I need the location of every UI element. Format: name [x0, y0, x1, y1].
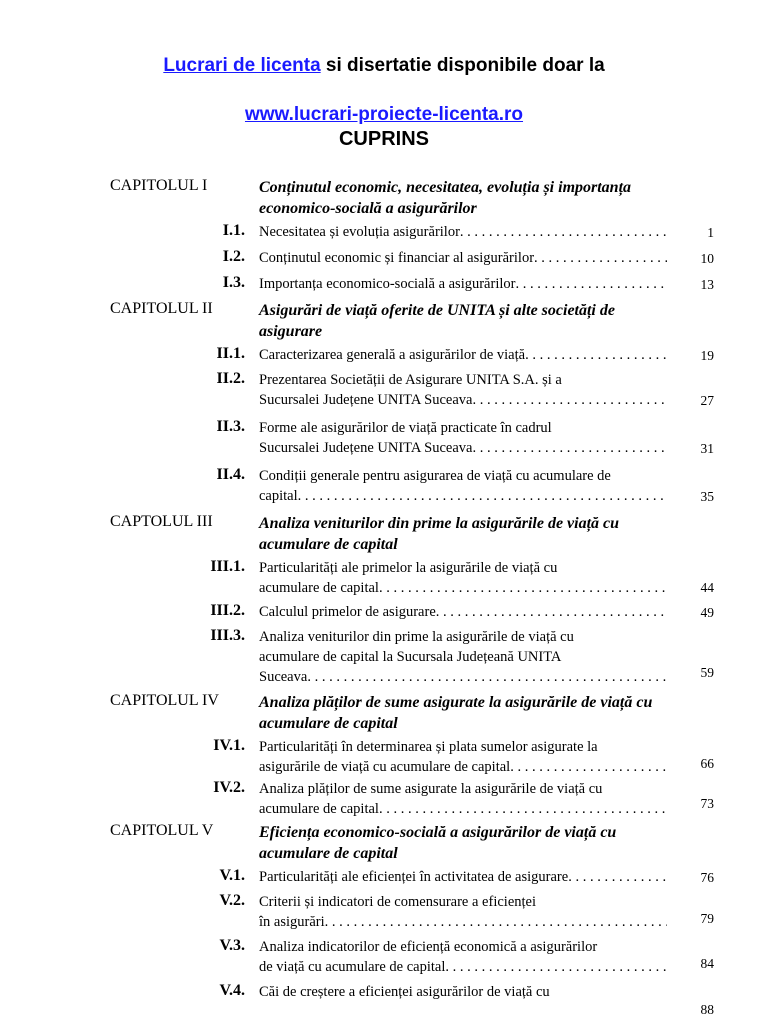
dot-leader — [379, 799, 667, 819]
section-title-cont: acumulare de capital . . . — [259, 578, 667, 598]
section-title: Analiza indicatorilor de eficiență economică a asigurărilor — [259, 939, 598, 955]
toc-entry[interactable] — [259, 937, 667, 977]
page-number: 35 — [700, 489, 714, 504]
section-title-cont: acumulare de capital . . . — [259, 799, 667, 819]
page-number: 73 — [700, 796, 714, 811]
section-number: V.4. — [219, 982, 245, 999]
section-title: Analiza veniturilor din prime la asigurările de viață cu — [259, 629, 574, 645]
dot-leader — [445, 957, 667, 977]
section-number: III.1. — [210, 558, 245, 575]
dot-leader — [534, 248, 667, 268]
toc-entry[interactable] — [259, 737, 667, 777]
chapter-title: Eficiența economico-socială a asigurărilor de viață cu acumulare de capital — [259, 824, 617, 862]
page-number: 19 — [700, 348, 714, 363]
dot-leader — [460, 222, 667, 242]
toc-title: CUPRINS — [338, 128, 429, 150]
page-number: 59 — [700, 665, 714, 680]
toc-entry[interactable] — [259, 345, 667, 365]
dot-leader — [515, 274, 667, 294]
page-number: 44 — [700, 580, 714, 595]
toc-entry[interactable] — [259, 274, 667, 294]
website-line — [0, 104, 768, 126]
section-title: Criterii și indicatori de comensurare a eficienței — [259, 894, 536, 910]
section-title: Importanța economico-socială a asigurărilor — [259, 276, 516, 292]
section-title: Particularități în determinarea și plata sumelor asigurate la — [259, 739, 598, 755]
dot-leader — [325, 912, 667, 932]
section-number: II.2. — [216, 370, 245, 387]
section-title: Conținutul economic și financiar al asigurărilor — [259, 250, 535, 266]
page-number: 31 — [700, 441, 714, 456]
section-title: Prezentarea Societății de Asigurare UNITA S.A. și a — [259, 372, 562, 388]
section-title: Particularități ale eficienței în activitatea de asigurare — [259, 869, 569, 885]
dot-leader — [307, 667, 667, 687]
toc-entry[interactable] — [259, 418, 667, 458]
chapter-title: Asigurări de viață oferite de UNITA și alte societăți de asigurare — [259, 302, 615, 340]
section-title-cont: Sucursalei Județene UNITA Suceava . . . — [259, 390, 667, 410]
section-number: I.1. — [222, 222, 245, 239]
section-title-cont: capital . . . — [259, 486, 667, 506]
page-number: 27 — [700, 393, 714, 408]
toc-entry[interactable] — [259, 222, 667, 242]
section-number: IV.2. — [213, 779, 245, 796]
dot-leader — [568, 867, 667, 887]
section-title: Necesitatea și evoluția asigurărilor — [259, 224, 460, 240]
chapter-label: CAPITOLUL II — [110, 300, 213, 317]
section-number: I.2. — [222, 248, 245, 265]
dot-leader — [379, 578, 667, 598]
section-number: III.2. — [210, 602, 245, 619]
dot-leader — [436, 602, 667, 622]
dot-leader — [472, 438, 667, 458]
page-number: 84 — [700, 956, 714, 971]
section-title: Căi de creștere a eficienței asigurărilor de viață cu — [259, 984, 550, 1000]
toc-entry[interactable] — [259, 779, 667, 819]
section-number: II.3. — [216, 418, 245, 435]
toc-entry[interactable] — [259, 982, 667, 1002]
dot-leader — [472, 390, 667, 410]
section-number: IV.1. — [213, 737, 245, 754]
section-title-cont: de viață cu acumulare de capital . . . — [259, 957, 667, 977]
page-number: 88 — [700, 1002, 714, 1017]
dot-leader — [510, 757, 667, 777]
page-number: 79 — [700, 911, 714, 926]
section-number: III.3. — [210, 627, 245, 644]
section-title: Particularități ale primelor la asigurările de viață cu — [259, 560, 558, 576]
chapter-label: CAPITOLUL V — [110, 822, 214, 839]
section-title-cont: acumulare de capital la Sucursala Județeană UNITA — [259, 649, 562, 665]
section-number: V.1. — [219, 867, 245, 884]
dot-leader — [525, 345, 667, 365]
chapter-title: Conținutul economic, necesitatea, evoluția și importanța economico-socială a asigurărilor — [259, 179, 632, 217]
section-title: Forme ale asigurărilor de viață practicate în cadrul — [259, 420, 552, 436]
chapter-title: Analiza veniturilor din prime la asigurările de viață cu acumulare de capital — [259, 515, 620, 553]
chapter-label: CAPTOLUL III — [110, 513, 213, 530]
toc-entry[interactable] — [259, 867, 667, 887]
section-number: II.1. — [216, 345, 245, 362]
section-title: Analiza plăților de sume asigurate la asigurările de viață cu — [259, 781, 603, 797]
toc-entry[interactable] — [259, 602, 667, 622]
section-number: V.3. — [219, 937, 245, 954]
toc-entry[interactable] — [259, 892, 667, 932]
licenta-link[interactable]: Lucrari de licenta — [163, 55, 321, 76]
section-title-cont: în asigurări . . . — [259, 912, 667, 932]
page-number: 76 — [700, 870, 714, 885]
page-number: 49 — [700, 605, 714, 620]
section-number: I.3. — [222, 274, 245, 291]
promo-text: si disertatie disponibile doar la — [320, 55, 605, 76]
website-link[interactable]: www.lucrari-proiecte-licenta.ro — [244, 104, 524, 125]
page-number: 10 — [700, 251, 714, 266]
section-title: Caracterizarea generală a asigurărilor de viață — [259, 347, 526, 363]
toc-entry[interactable] — [259, 558, 667, 598]
page-number: 13 — [700, 277, 714, 292]
dot-leader — [298, 486, 667, 506]
chapter-label: CAPITOLUL IV — [110, 692, 219, 709]
section-title: Condiții generale pentru asigurarea de viață cu acumulare de — [259, 468, 611, 484]
toc-entry[interactable] — [259, 248, 667, 268]
section-title-cont: asigurările de viață cu acumulare de capital . . . — [259, 757, 667, 777]
section-title: Calculul primelor de asigurare — [259, 604, 436, 620]
page-number: 66 — [700, 756, 714, 771]
toc-entry[interactable] — [259, 627, 667, 687]
toc-entry[interactable] — [259, 466, 667, 506]
section-title-cont: Sucursalei Județene UNITA Suceava . . . — [259, 438, 667, 458]
section-title-cont: Suceava . . . — [259, 667, 667, 687]
toc-entry[interactable] — [259, 370, 667, 410]
chapter-label: CAPITOLUL I — [110, 177, 208, 194]
page-number: 1 — [707, 225, 714, 240]
chapter-title: Analiza plăților de sume asigurate la asigurările de viață cu acumulare de capital — [259, 694, 653, 732]
section-number: II.4. — [216, 466, 245, 483]
section-number: V.2. — [219, 892, 245, 909]
promo-line — [0, 55, 768, 77]
